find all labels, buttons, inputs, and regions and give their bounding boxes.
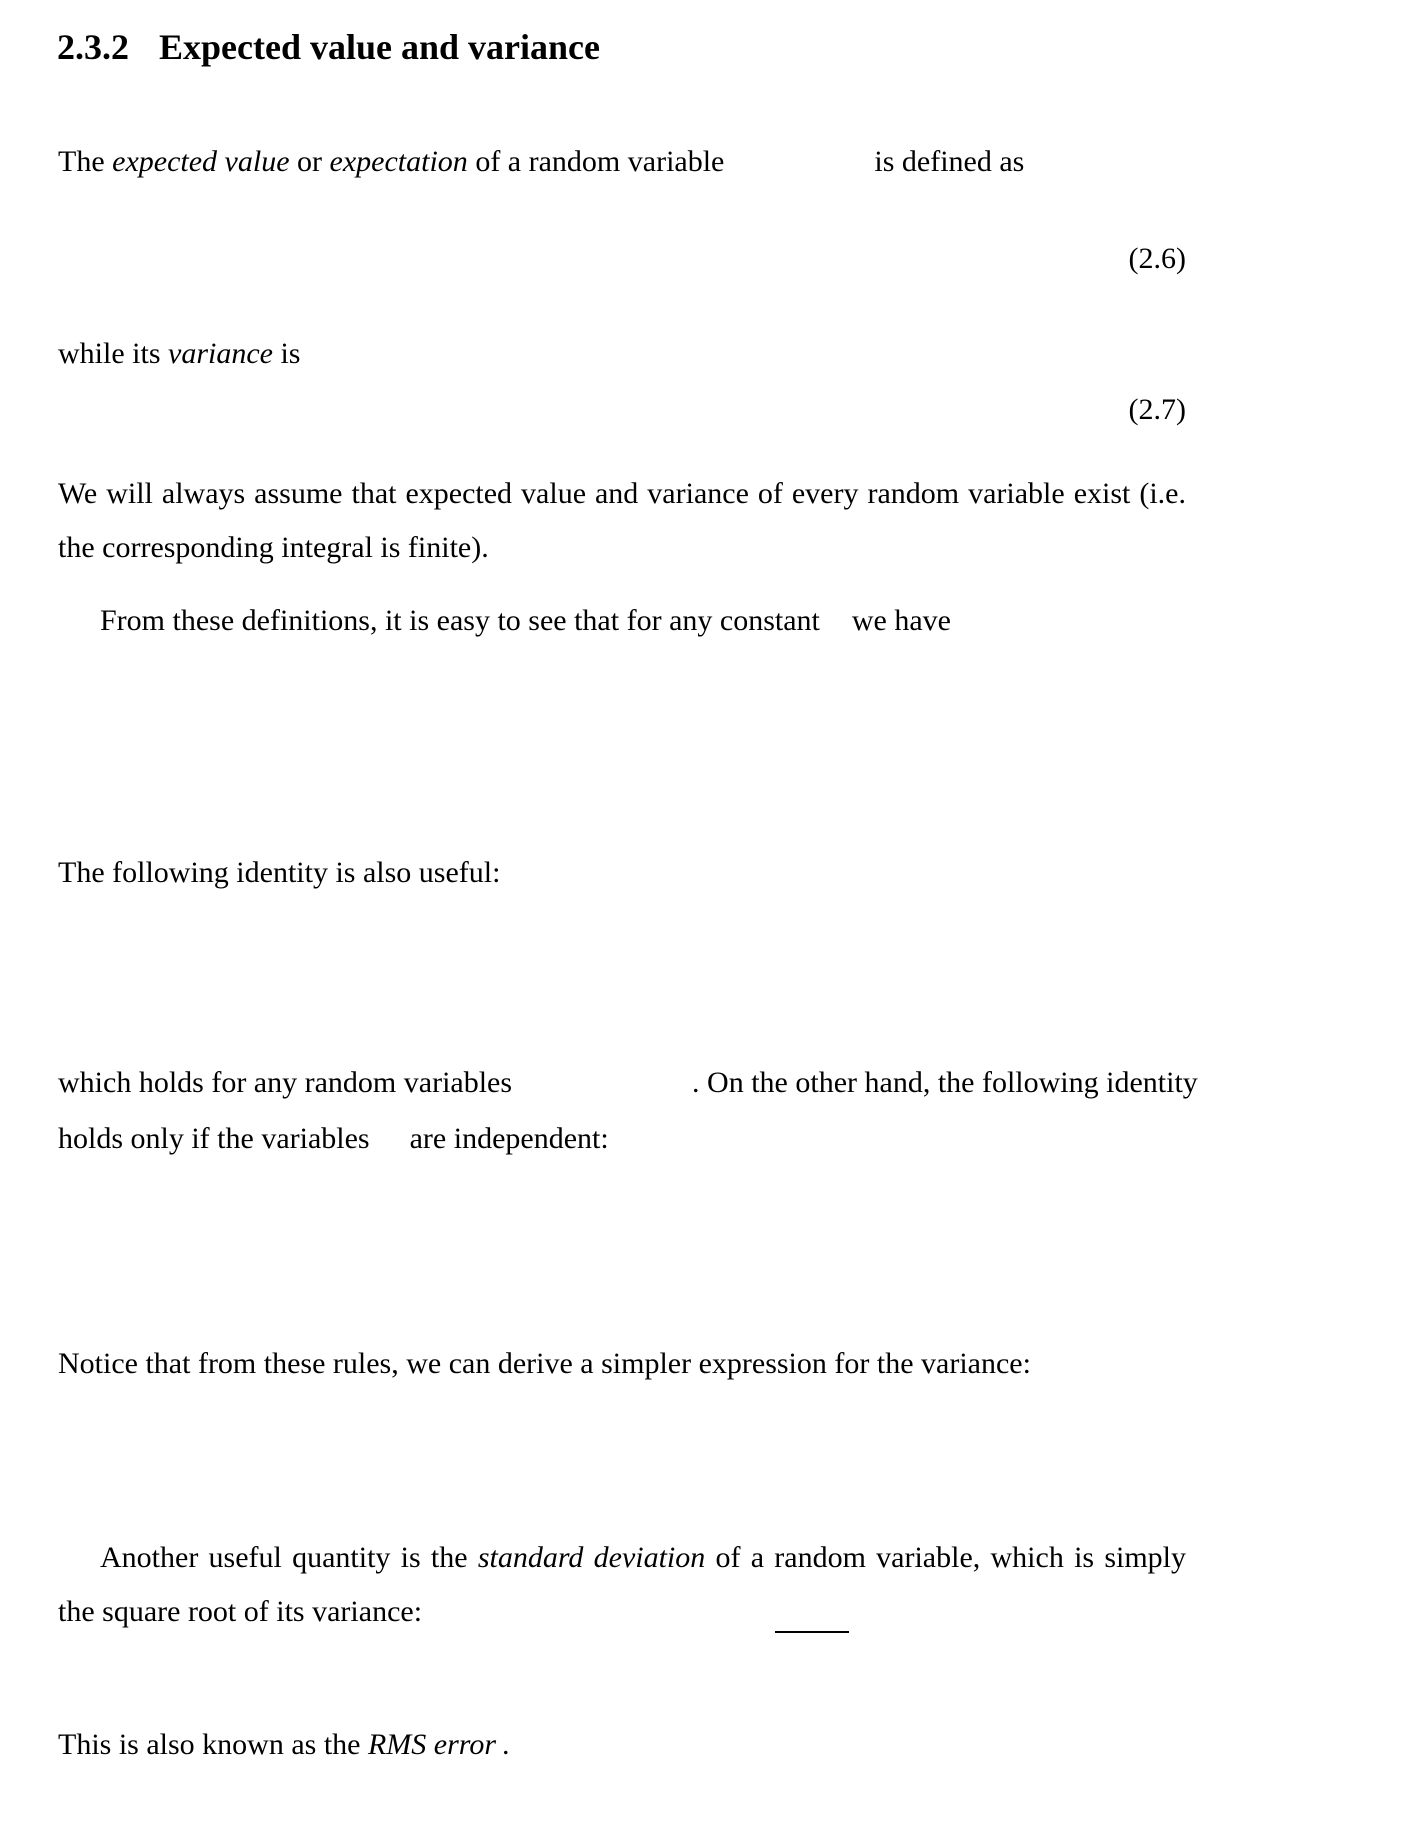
section-number: 2.3.2: [57, 27, 129, 67]
para1-text4: is defined as: [874, 145, 1025, 178]
sqrt-overline-fragment: [775, 1631, 849, 1633]
para8-line1-text2: of a random variable, which is simply: [705, 1541, 1186, 1574]
math-placeholder-random-variables: [512, 1091, 692, 1092]
para1-text1: The: [58, 145, 113, 178]
paragraph-constant-rule: [100, 600, 951, 642]
para1-emph-expectation: expectation: [329, 145, 468, 178]
para1-text2: or: [289, 145, 330, 178]
para9-emph-rms-error: RMS error: [367, 1728, 497, 1761]
para6-line1-text2: . On the other hand, the following identity: [692, 1066, 1198, 1099]
math-placeholder-random-variable: [724, 170, 874, 171]
section-title: Expected value and variance: [159, 27, 600, 67]
para4-text2: we have: [851, 604, 951, 637]
para6-line2-text2: are independent:: [409, 1122, 609, 1155]
paragraph-expected-value: [58, 141, 1024, 183]
para9-text1: This is also known as the: [58, 1728, 368, 1761]
para8-emph-standard-deviation: standard deviation: [477, 1541, 706, 1574]
para2-text2: is: [272, 337, 301, 370]
para1-emph-expected-value: expected value: [112, 145, 290, 178]
paragraph-holds-line1: [58, 1062, 1198, 1104]
equation-number-2-6: [58, 239, 1186, 279]
paragraph-assumption-line2: the corresponding integral is finite).: [58, 531, 489, 564]
equation-2-7-label: (2.7): [1128, 393, 1186, 426]
section-heading: [57, 26, 600, 68]
para8-line1-text1: Another useful quantity is the: [100, 1541, 478, 1574]
para2-emph-variance: variance: [168, 337, 273, 370]
equation-number-2-7: [58, 390, 1186, 430]
math-placeholder-constant: [820, 629, 852, 630]
paragraph-variance-intro: [58, 333, 300, 375]
para1-text3: of a random variable: [467, 145, 725, 178]
paragraph-identity-intro: The following identity is also useful:: [58, 856, 501, 889]
para9-period: .: [502, 1728, 510, 1761]
para4-text1: From these definitions, it is easy to see that for any constant: [100, 604, 820, 637]
para6-line2-text1: holds only if the variables: [58, 1122, 370, 1155]
equation-2-6-label: (2.6): [1128, 242, 1186, 275]
paragraph-rms-error: [58, 1724, 510, 1766]
paragraph-assumption-line1: We will always assume that expected value and variance of every random variable exist (i.e.: [58, 477, 1186, 510]
para2-text1: while its: [58, 337, 168, 370]
paragraph-holds-line2: [58, 1118, 609, 1160]
paragraph-standard-deviation-line1: [58, 1537, 1186, 1579]
paragraph-standard-deviation-line2: the square root of its variance:: [58, 1595, 423, 1628]
paragraph-simpler-expression: Notice that from these rules, we can derive a simpler expression for the variance:: [58, 1347, 1031, 1380]
para6-line1-text1: which holds for any random variables: [58, 1066, 513, 1099]
math-placeholder-variables-xi: [370, 1147, 410, 1148]
